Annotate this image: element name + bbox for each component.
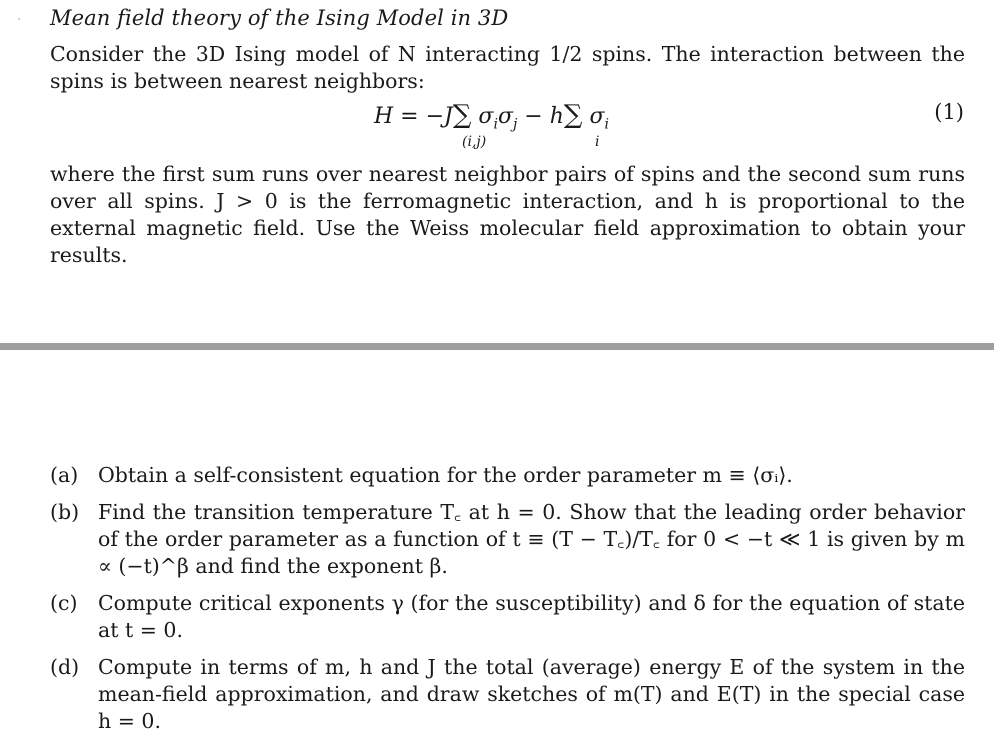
equation-lhs: H = −J bbox=[374, 104, 453, 129]
sum-symbol-2: ∑ bbox=[563, 100, 583, 130]
part-c bbox=[50, 590, 965, 644]
intro-paragraph: Consider the 3D Ising model of N interacting 1/2 spins. The interaction between the spins is between nearest neighbors: bbox=[50, 42, 965, 93]
part-label: (b) bbox=[50, 500, 80, 524]
equation-term2: $\sigma_i$ bbox=[589, 104, 609, 133]
equation-term1: $\sigma_i\sigma_j$ bbox=[478, 104, 518, 133]
part-b bbox=[50, 499, 965, 580]
part-text: Compute in terms of m, h and J the total (average) energy E of the system in the mean-field approximation, and draw sketches of m(T) and E(T) in the special case h = 0. bbox=[98, 655, 965, 733]
hamiltonian-equation bbox=[0, 100, 994, 152]
equation-term-mid: − h bbox=[517, 104, 564, 129]
part-text: Find the transition temperature T꜀ at h = 0. Show that the leading order behavior of the order parameter as a function of t ≡ (T − T꜀)/T꜀ for 0 < −t ≪ 1 is given by m ∝ (−t)^β and find the exponent β. bbox=[98, 500, 965, 578]
sum1-subscript: (i,j) bbox=[462, 134, 487, 150]
description-paragraph: where the first sum runs over nearest neighbor pairs of spins and the second sum runs over all spins. J > 0 is the ferromagnetic interaction, and h is proportional to the external magnetic field. Use the Weiss molecular field approximation to obtain your results. bbox=[50, 162, 965, 267]
equation-number: (1) bbox=[934, 100, 964, 124]
page-speck bbox=[18, 18, 20, 20]
part-label: (a) bbox=[50, 463, 79, 487]
part-text: Obtain a self-consistent equation for the order parameter m ≡ ⟨σᵢ⟩. bbox=[98, 463, 793, 487]
part-label: (c) bbox=[50, 591, 78, 615]
section-divider bbox=[0, 343, 994, 350]
part-a bbox=[50, 462, 965, 489]
sum2-subscript: i bbox=[595, 134, 600, 150]
problem-title: Mean field theory of the Ising Model in 3D bbox=[50, 6, 509, 30]
part-text: Compute critical exponents γ (for the susceptibility) and δ for the equation of state at t = 0. bbox=[98, 591, 965, 642]
sum-symbol-1: ∑ bbox=[452, 100, 472, 130]
equation-body bbox=[374, 100, 609, 132]
question-parts bbox=[50, 462, 965, 745]
part-d bbox=[50, 654, 965, 735]
part-label: (d) bbox=[50, 655, 80, 679]
